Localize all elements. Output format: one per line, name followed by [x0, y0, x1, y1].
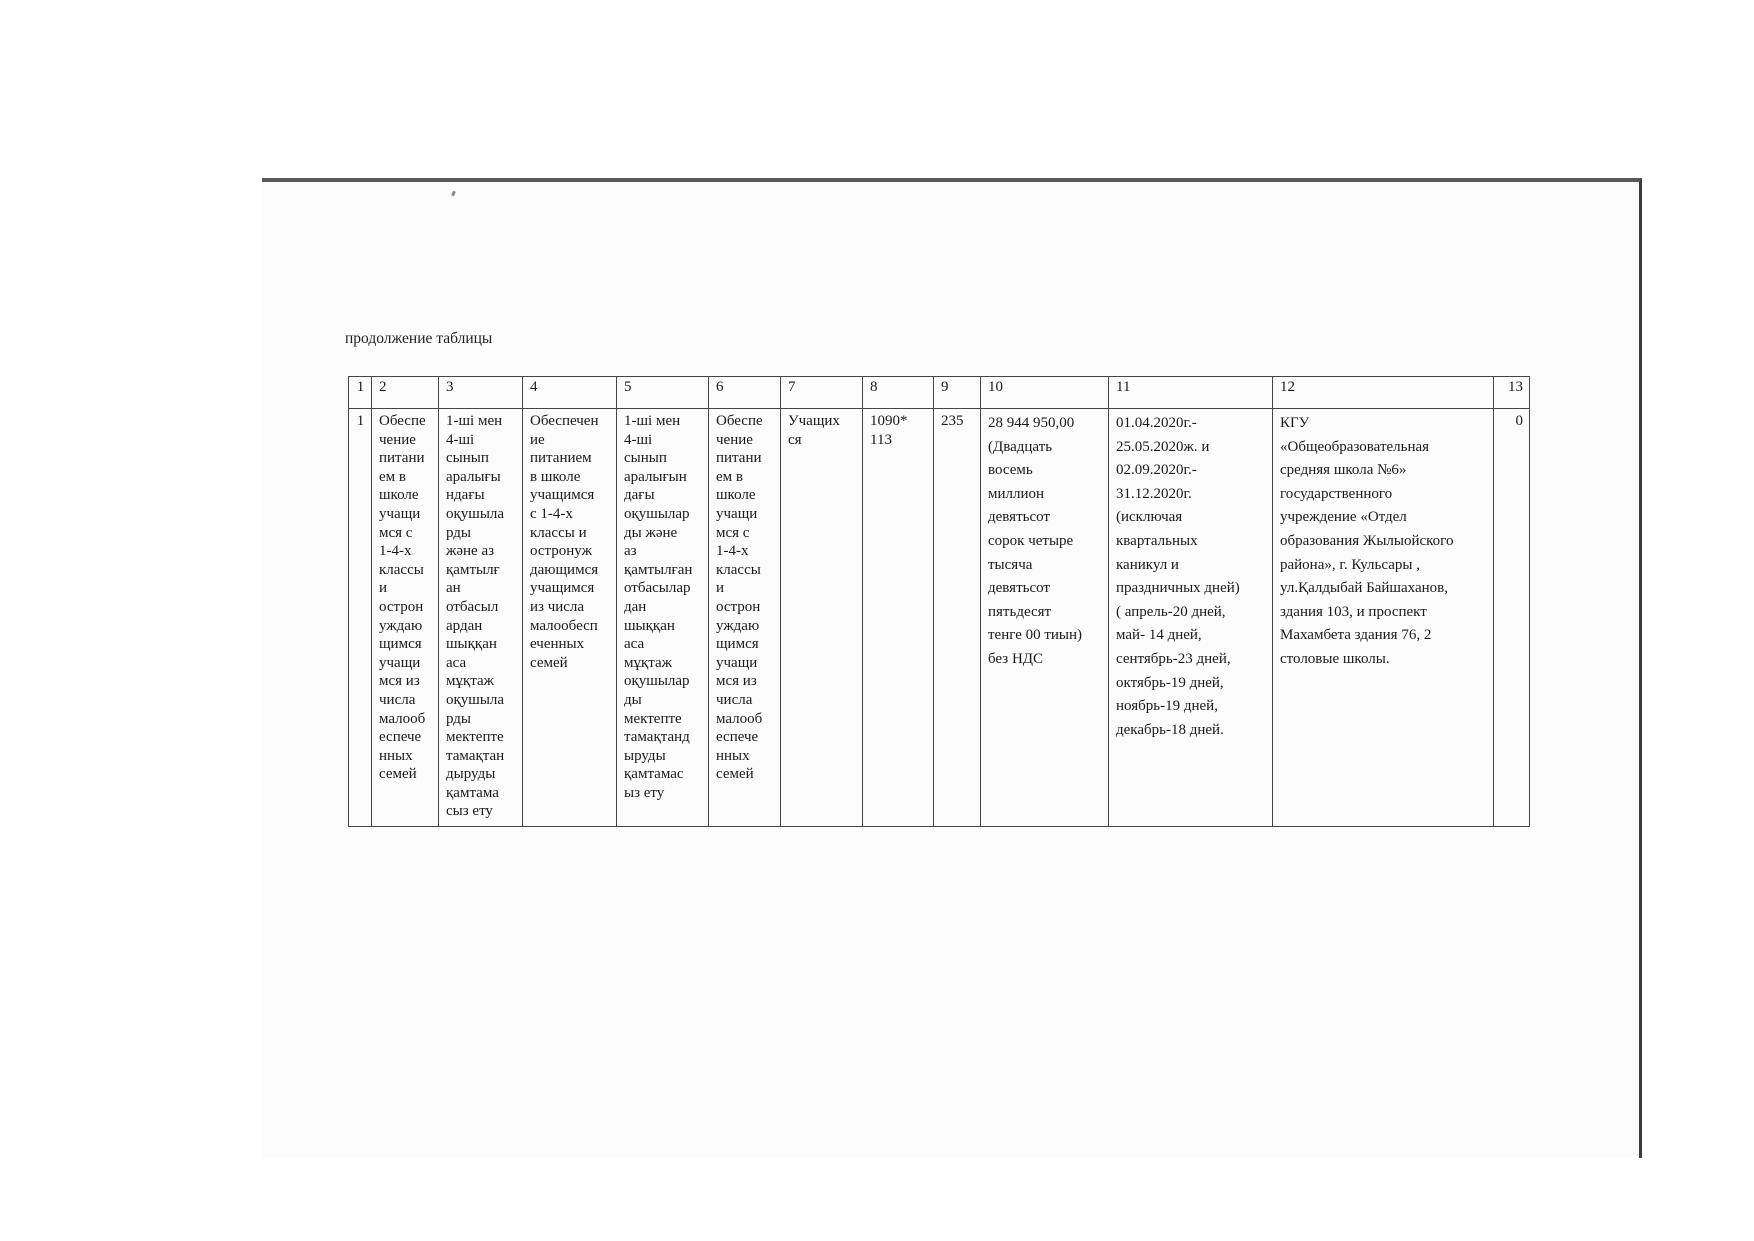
- header-cell: 11: [1109, 377, 1273, 409]
- description-kz-cell: 1-ші мен 4-ші сынып аралығын дағы оқушылар ды және аз қамтылған отбасылар дан шыққан аса мұқтаж оқушылар ды мектепте тамақтанд ыруды қамтамас ыз ету: [617, 409, 709, 827]
- table-caption: продолжение таблицы: [345, 330, 493, 347]
- header-row: [349, 377, 1530, 409]
- characteristics-cell: Обеспе чение питани ем в школе учащи мся с 1-4-х классы и острон уждаю щимся учащи мся из числа малооб еспече нных семей: [709, 409, 781, 827]
- header-cell: 7: [781, 377, 863, 409]
- amount-cell: 28 944 950,00 (Двадцать восемь миллион девятьсот сорок четыре тысяча девятьсот пятьдесят тенге 00 тиын) без НДС: [981, 409, 1109, 827]
- service-name-kz-cell: 1-ші мен 4-ші сынып аралығы ндағы оқушыла рды және аз қамтылғ ан отбасыл ардан шыққан аса мұқтаж оқушыла рды мектепте тамақтан дыруды қамтама сыз ету: [439, 409, 523, 827]
- row-number-cell: 1: [349, 409, 372, 827]
- table-row: [349, 409, 1530, 827]
- header-cell: 9: [934, 377, 981, 409]
- header-cell: 2: [372, 377, 439, 409]
- procurement-table: [348, 376, 1530, 827]
- delivery-place-cell: КГУ «Общеобразовательная средняя школа №6» государственного учреждение «Отдел образования Жылыойского района», г. Кульсары , ул.Қалдыбай Байшаханов, здания 103, и проспект Махамбета здания 76, 2 столовые школы.: [1273, 409, 1494, 827]
- header-cell: 13: [1494, 377, 1530, 409]
- unit-cell: Учащих ся: [781, 409, 863, 827]
- price-cell: 235: [934, 409, 981, 827]
- header-cell: 8: [863, 377, 934, 409]
- header-cell: 6: [709, 377, 781, 409]
- header-cell: 5: [617, 377, 709, 409]
- header-cell: 10: [981, 377, 1109, 409]
- header-cell: 3: [439, 377, 523, 409]
- header-cell: 1: [349, 377, 372, 409]
- header-cell: 4: [523, 377, 617, 409]
- quantity-cell: 1090* 113: [863, 409, 934, 827]
- advance-cell: 0: [1494, 409, 1530, 827]
- service-name-ru-cell: Обеспе чение питани ем в школе учащи мся с 1-4-х классы и острон уждаю щимся учащи мся из числа малооб еспече нных семей: [372, 409, 439, 827]
- delivery-period-cell: 01.04.2020г.- 25.05.2020ж. и 02.09.2020г.- 31.12.2020г. (исключая квартальных каникул и праздничных дней) ( апрель-20 дней, май- 14 дней, сентябрь-23 дней, октябрь-19 дней, ноябрь-19 дней, декабрь-18 дней.: [1109, 409, 1273, 827]
- description-ru-cell: Обеспечен ие питанием в школе учащимся с 1-4-х классы и остронуж дающимся учащимся из числа малообесп еченных семей: [523, 409, 617, 827]
- header-cell: 12: [1273, 377, 1494, 409]
